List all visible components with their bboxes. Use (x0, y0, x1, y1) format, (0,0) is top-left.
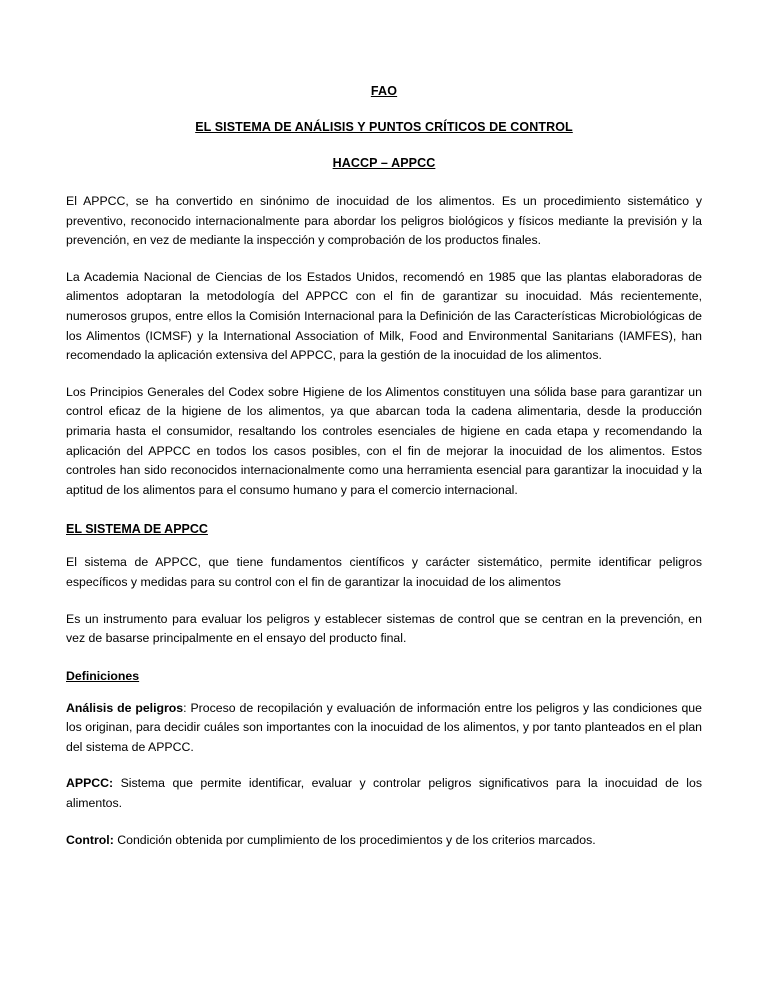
definition-term: Análisis de peligros (66, 700, 184, 715)
paragraph-sistema-2: Es un instrumento para evaluar los peligros y establecer sistemas de control que se centran en la prevención, en vez de basarse principalmente en el ensayo del producto final. (66, 611, 702, 646)
definition-term: APPCC: (66, 776, 114, 791)
definition-analisis-de-peligros (66, 699, 702, 758)
definition-control (66, 831, 702, 851)
definition-appcc (66, 774, 702, 813)
document-subtitle: EL SISTEMA DE ANÁLISIS Y PUNTOS CRÍTICOS DE CONTROL (195, 120, 573, 134)
definition-text: : Proceso de recopilación y evaluación de información entre los peligros y las condiciones que los originan, para decidir cuáles son importantes con la inocuidad de los alimentos, y por tanto planteados en el plan del sistema de APPCC. (66, 700, 702, 754)
paragraph-sistema-1: El sistema de APPCC, que tiene fundamentos científicos y carácter sistemático, permite identificar peligros específicos y medidas para su control con el fin de garantizar la inocuidad de los alimentos (66, 555, 702, 589)
definition-text: Sistema que permite identificar, evaluar y controlar peligros significativos para la inocuidad de los alimentos. (66, 776, 702, 811)
definition-term: Control: (66, 832, 114, 847)
paragraph-academia: La Academia Nacional de Ciencias de los Estados Unidos, recomendó en 1985 que las plantas elaboradoras de alimentos adoptaran la metodología del APPCC con el fin de garantizar su inocuidad. Más recientemente, numerosos grupos, entre ellos la Comisión Internacional para la Definición de las Características Microbiológicas de los Alimentos (ICMSF) y la International Association of Milk, Food and Environmental Sanitarians (IAMFES), han recomendado la aplicación extensiva del APPCC, para la gestión de la inocuidad de los alimentos. (66, 269, 702, 363)
paragraph-codex: Los Principios Generales del Codex sobre Higiene de los Alimentos constituyen una sólida base para garantizar un control eficaz de la higiene de los alimentos, ya que abarcan toda la cadena alimentaria, desde la producción primaria hasta el consumidor, resaltando los controles esenciales de higiene en cada etapa y recomendando la aplicación del APPCC en todos los casos posibles, con el fin de mejorar la inocuidad de los alimentos. Estos controles han sido reconocidos internacionalmente como una herramienta esencial para garantizar la inocuidad y la aptitud de los alimentos para el consumo humano y para el comercio internacional. (66, 384, 702, 497)
definition-text: Condición obtenida por cumplimiento de los procedimientos y de los criterios marcados. (113, 832, 596, 847)
section-heading-sistema-appcc: EL SISTEMA DE APPCC (66, 522, 208, 537)
paragraph-intro: El APPCC, se ha convertido en sinónimo de inocuidad de los alimentos. Es un procedimiento sistemático y preventivo, reconocido internacionalmente para abordar los peligros biológicos y físicos mediante la previsión y la prevención, en vez de mediante la inspección y comprobación de los productos finales. (66, 194, 702, 248)
section-heading-definiciones: Definiciones (66, 668, 140, 683)
document-subtitle-secondary: HACCP – APPCC (332, 156, 436, 170)
page-title: FAO (370, 84, 398, 98)
